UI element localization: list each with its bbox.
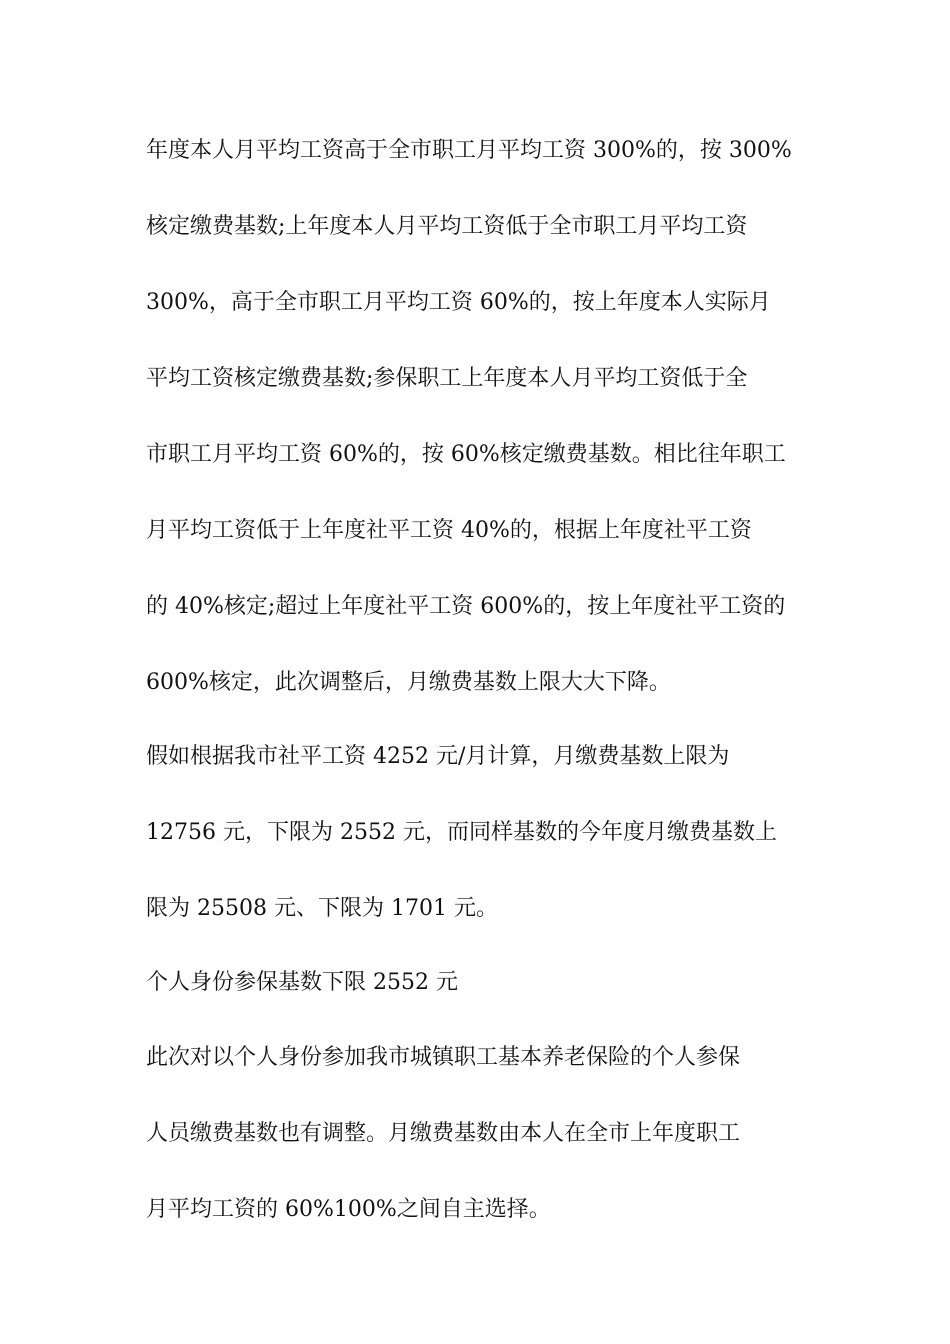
section-heading: 个人身份参保基数下限 2552 元 [146, 970, 458, 995]
text-line: 12756 元，下限为 2552 元，而同样基数的今年度月缴费基数上 [146, 820, 777, 845]
text-line: 年度本人月平均工资高于全市职工月平均工资 300%的，按 300% [146, 138, 792, 163]
text-line: 限为 25508 元、下限为 1701 元。 [146, 896, 498, 921]
text-line: 人员缴费基数也有调整。月缴费基数由本人在全市上年度职工 [146, 1121, 741, 1146]
text-line: 市职工月平均工资 60%的，按 60%核定缴费基数。相比往年职工 [146, 442, 786, 467]
text-line: 600%核定，此次调整后，月缴费基数上限大大下降。 [146, 670, 671, 695]
text-line: 平均工资核定缴费基数;参保职工上年度本人月平均工资低于全 [146, 366, 748, 391]
text-line: 此次对以个人身份参加我市城镇职工基本养老保险的个人参保 [146, 1045, 741, 1070]
text-line: 核定缴费基数;上年度本人月平均工资低于全市职工月平均工资 [146, 214, 748, 239]
text-line: 300%，高于全市职工月平均工资 60%的，按上年度本人实际月 [146, 290, 771, 315]
text-line: 月平均工资的 60%100%之间自主选择。 [146, 1197, 551, 1222]
text-line: 月平均工资低于上年度社平工资 40%的，根据上年度社平工资 [146, 518, 752, 543]
text-line: 假如根据我市社平工资 4252 元/月计算，月缴费基数上限为 [146, 744, 730, 769]
text-line: 的 40%核定;超过上年度社平工资 600%的，按上年度社平工资的 [146, 594, 786, 619]
